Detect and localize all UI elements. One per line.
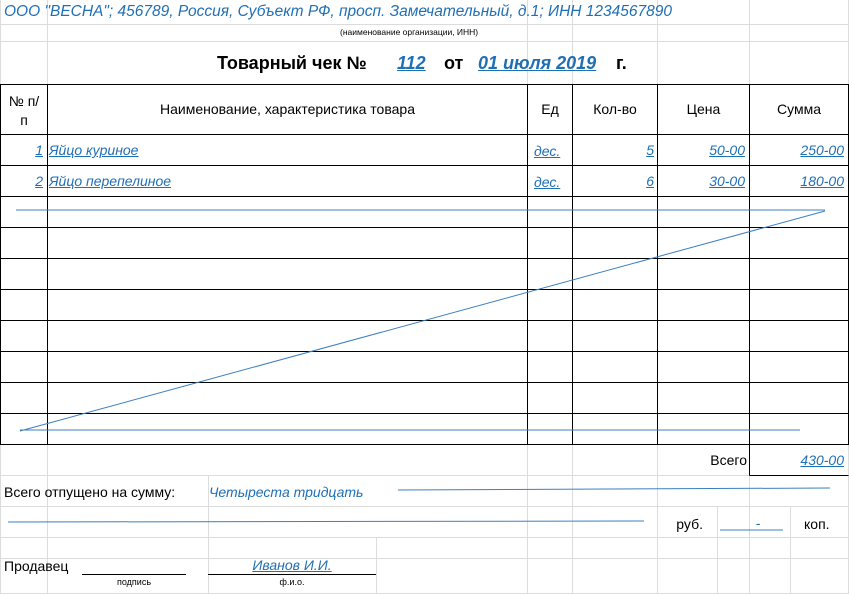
signature-caption: подпись xyxy=(116,577,152,587)
fio-caption: ф.и.о. xyxy=(279,577,305,587)
total-value: 430-00 xyxy=(800,452,844,468)
receipt-date: 01 июля 2019 xyxy=(478,53,597,73)
seller-label: Продавец xyxy=(4,558,69,574)
receipt-from-label: от xyxy=(444,53,464,73)
row-2-sum: 180-00 xyxy=(800,173,844,189)
row-1-price: 50-00 xyxy=(709,142,745,158)
row-1-num: 1 xyxy=(35,142,43,158)
amount-words-underline-2 xyxy=(8,521,644,522)
header-price: Цена xyxy=(686,101,721,117)
row-1-qty: 5 xyxy=(646,142,654,158)
row-1-unit: дес. xyxy=(534,143,561,159)
seller-name: Иванов И.И. xyxy=(252,557,332,573)
total-label: Всего xyxy=(710,452,747,468)
row-2-price: 30-00 xyxy=(709,173,745,189)
amount-words-underline-1 xyxy=(398,488,830,490)
released-label: Всего отпущено на сумму: xyxy=(4,484,176,500)
organization-caption: (наименование организации, ИНН) xyxy=(340,27,479,37)
header-num: № п/п xyxy=(8,93,40,128)
kop-label: коп. xyxy=(804,516,830,532)
row-1-sum: 250-00 xyxy=(800,142,844,158)
row-2-qty: 6 xyxy=(646,173,654,189)
row-2-name: Яйцо перепелиное xyxy=(49,173,172,189)
row-2-unit: дес. xyxy=(534,174,561,190)
rub-label: руб. xyxy=(676,516,703,532)
organization-name: ООО "ВЕСНА"; 456789, Россия, Субъект РФ, просп. Замечательный, д.1; ИНН 1234567890 xyxy=(4,3,672,20)
row-2-num: 2 xyxy=(35,173,43,189)
receipt-number: 112 xyxy=(397,53,426,73)
amount-in-words: Четыреста тридцать xyxy=(209,484,364,500)
kop-value: - xyxy=(755,515,761,531)
receipt-year-suffix: г. xyxy=(616,53,627,73)
header-name: Наименование, характеристика товара xyxy=(160,101,415,117)
receipt-title: Товарный чек № xyxy=(217,53,367,73)
header-unit: Ед xyxy=(541,101,559,117)
void-diagonal-line xyxy=(20,211,825,431)
header-sum: Сумма xyxy=(777,101,821,117)
row-1-name: Яйцо куриное xyxy=(49,142,139,158)
header-qty: Кол-во xyxy=(593,101,637,117)
